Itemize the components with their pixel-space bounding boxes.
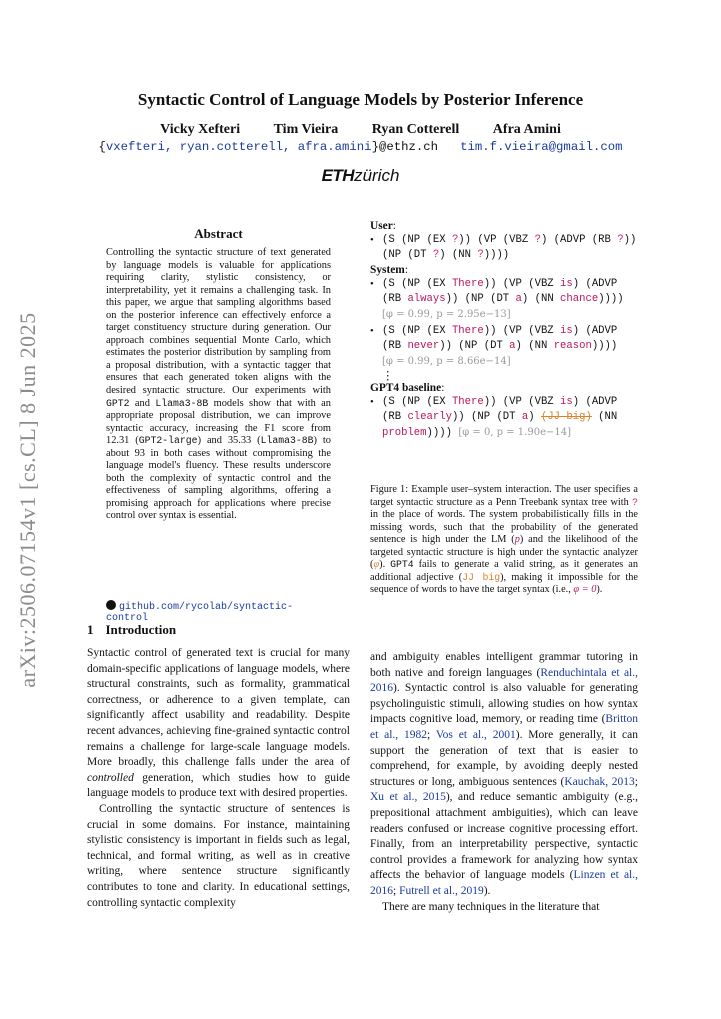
- section-title: Introduction: [105, 622, 177, 637]
- abstract-text: and: [129, 397, 156, 409]
- text: Syntactic control of generated text is crucial for many domain-specific applications of language models, where structural constraints, such as formality, grammatical correctness, or adherence to a given template, can significantly affect usability and readability. Despite recent advances, achieving fine-grained syntactic control remains a challenge for large-scale language models. More broadly, this challenge falls under the area of: [87, 647, 350, 769]
- text: ). More generally, it can support the generation of text that is easier to comprehend, for example, by avoiding deeply nested structures or long, ambiguous sentences (: [370, 728, 638, 788]
- model-name: GPT4: [390, 559, 414, 571]
- extra-adjective: (JJ big): [540, 411, 592, 423]
- emphasis: controlled: [87, 771, 134, 784]
- tree: (S (NP (EX: [382, 325, 452, 337]
- eth-logo: [0, 166, 721, 186]
- tree: (S (NP (EX: [382, 396, 452, 408]
- eth-logo-rest: zürich: [354, 166, 400, 185]
- eth-logo-bold: ETH: [321, 166, 355, 185]
- text: ;: [634, 775, 638, 788]
- text: and ambiguity enables intelligent grammar tutoring in both native and foreign languages (: [370, 651, 638, 679]
- paragraph: Controlling the syntactic structure of sentences is crucial in some domains. For instance, maintaining stylistic consistency is important in fields such as legal, technical, and formal writing, as well as in creative writing, where sentence structure significantly contributes to tone and clarity. In educational settings, controlling syntactic complexity: [87, 802, 350, 909]
- model-name: Llama3-8B: [260, 435, 314, 447]
- author-name: Ryan Cotterell: [371, 122, 460, 137]
- word: There: [451, 325, 484, 337]
- system-label: System: [370, 264, 405, 276]
- model-name: Llama3-8B: [155, 397, 209, 409]
- abstract-text: ) to about 93 in both cases without compromising the language model's fluency. These results underscore both the complexity of syntactic control and the effectiveness of sampling algorithms, offering a promising approach for applications where precise control over syntax is essential.: [106, 435, 332, 522]
- word: chance: [560, 293, 599, 305]
- tree: ) (NN: [515, 340, 554, 352]
- word: always: [407, 293, 446, 305]
- tree: )) (VP (VBZ: [483, 325, 561, 337]
- tree: )))): [426, 427, 459, 439]
- word: is: [560, 396, 573, 408]
- user-tree: [370, 233, 638, 263]
- tree: ) (ADVP (RB: [382, 278, 618, 305]
- ellipsis: ⋮: [382, 370, 394, 382]
- text: ).: [483, 884, 491, 897]
- score: [φ = 0.99, p = 8.66e−14]: [382, 356, 511, 367]
- word: There: [451, 278, 484, 290]
- email-link-group[interactable]: vxefteri, ryan.cotterell, afra.amini: [105, 140, 372, 154]
- email-brace: {: [98, 140, 106, 154]
- mask: ?: [432, 249, 440, 261]
- mask: ?: [451, 234, 459, 246]
- symbol: φ = 0: [573, 584, 597, 596]
- baseline-label: GPT4 baseline: [370, 382, 442, 394]
- paper-title: Syntactic Control of Language Models by Posterior Inference: [137, 90, 584, 109]
- user-label: User: [370, 220, 393, 232]
- tree: )) (NP (DT: [439, 340, 510, 352]
- tree: ) (NN: [521, 293, 561, 305]
- tree: ) (ADVP (RB: [382, 325, 618, 352]
- abstract-heading: Abstract: [194, 226, 243, 241]
- github-url[interactable]: github.com/rycolab/syntactic-control: [106, 602, 294, 624]
- word: a: [515, 293, 522, 305]
- word: a: [509, 340, 516, 352]
- text: ).: [596, 584, 603, 596]
- citation-link[interactable]: Vos et al., 2001: [435, 728, 516, 741]
- text: fails to generate a valid string, as it generates an additional adjective (: [370, 559, 639, 583]
- tree: )) (NP (DT: [445, 293, 516, 305]
- abstract-body: [106, 247, 331, 523]
- word: is: [560, 325, 573, 337]
- citation-link[interactable]: Linzen et al., 2016: [370, 869, 638, 897]
- tree: (S (NP (EX: [382, 234, 452, 246]
- email-domain: }@ethz.ch: [371, 140, 438, 154]
- word: never: [407, 340, 440, 352]
- github-link[interactable]: [106, 600, 331, 624]
- text: ), making it impossible for the sequence of words to have the target syntax (i.e.,: [370, 571, 638, 596]
- system-output-1: [370, 277, 638, 323]
- author-list: [0, 122, 721, 138]
- tree: )))): [591, 340, 618, 352]
- word: reason: [553, 340, 592, 352]
- tree: ) (ADVP (RB: [540, 234, 618, 246]
- word: is: [560, 278, 573, 290]
- email-link-vieira[interactable]: tim.f.vieira@gmail.com: [460, 140, 623, 154]
- author-name: Tim Vieira: [273, 122, 339, 137]
- github-icon: [106, 600, 116, 610]
- tree: )) (VP (VBZ: [483, 278, 561, 290]
- tree: (NN: [591, 411, 618, 423]
- mask: ?: [534, 234, 541, 246]
- system-output-2: [370, 324, 638, 370]
- figure-1: User: • (S (NP (EX ?)) (VP (VBZ ?) (ADVP (RB ?)) (NP (DT ?) (NN ?)))) System: • (S (NP (EX There)) (VP (VBZ is) (ADVP (RB always)) (NP (DT a) (NN chance)))) [φ = 0.99, p = 2.95e−13] • (S (NP (EX There)) (VP (VBZ is) (ADVP (RB never)) (NP (DT a) (NN reason)))) [φ = 0.99, p = 8.66e−14] ⋮ GPT4 baseline: • (S (NP (EX There)) (VP (VBZ is) (ADVP (RB clearly)) (NP (DT a) (JJ big) (NN problem)))) [φ = 0, p = 1.90e−14]: [370, 220, 638, 442]
- score: [φ = 0.99, p = 2.95e−13]: [382, 309, 511, 320]
- section-number: 1: [87, 622, 94, 637]
- text: Figure 1: Example user–system interaction. The user specifies a target syntactic structure as a Penn Treebank syntax tree with: [370, 484, 638, 508]
- mask: ?: [617, 234, 624, 246]
- word: a: [521, 411, 529, 423]
- tree: ) (ADVP (RB: [382, 396, 618, 423]
- tag: JJ big: [462, 571, 501, 583]
- citation-link[interactable]: Britton et al., 1982: [370, 713, 638, 741]
- model-name: GPT2: [106, 397, 130, 409]
- word: There: [451, 396, 484, 408]
- figure-caption: [370, 484, 638, 597]
- text: ), and reduce semantic ambiguity (e.g., prepositional attachment ambiguities), which can leave readers confused or increase cognitive processing effort. Finally, from an interpretability perspective, syntactic control provides a framework for analyzing how syntax affects the behavior of language models (: [370, 791, 638, 882]
- mask: ?: [477, 249, 484, 261]
- mask: ?: [632, 496, 638, 508]
- baseline-output: [370, 395, 638, 441]
- tree: (S (NP (EX: [382, 278, 452, 290]
- tree: )) (NP (DT: [451, 411, 522, 423]
- paragraph: There are many techniques in the literature that: [382, 900, 600, 913]
- arxiv-stamp: [6, 300, 50, 700]
- model-name: GPT2-large: [138, 435, 198, 447]
- author-name: Afra Amini: [492, 122, 561, 137]
- tree: )))): [598, 293, 624, 305]
- text: generation, which studies how to guide language models to produce text with desired properties.: [87, 771, 350, 800]
- text: ;: [427, 728, 436, 741]
- paragraph: [370, 650, 638, 900]
- author-emails: [0, 140, 721, 154]
- tree: ) (NN: [439, 249, 478, 261]
- text: ).: [379, 559, 391, 571]
- text: ). Syntactic control is also valuable for generating psycholinguistic stimuli, allowing studies on how syntax impacts cognitive load, memory, or reading time (: [370, 682, 638, 726]
- intro-right-column: [370, 650, 638, 915]
- intro-left-column: [87, 646, 350, 911]
- citation-link[interactable]: Renduchintala et al., 2016: [370, 666, 639, 695]
- word: clearly: [407, 411, 452, 423]
- citation-link[interactable]: Futrell et al., 2019: [399, 884, 484, 897]
- tree: )) (VP (VBZ: [458, 234, 535, 246]
- arxiv-stamp-text: arXiv:2506.07154v1 [cs.CL] 8 Jun 2025: [15, 312, 40, 688]
- author-name: Vicky Xefteri: [160, 122, 241, 137]
- tree: ): [528, 411, 541, 423]
- citation-link[interactable]: Xu et al., 2015: [370, 791, 446, 804]
- abstract-text: Controlling the syntactic structure of text generated by language models is valuable for applications requiring clarity, stylistic consistency, or interpretability, yet it remains a challenging task. In this paper, we argue that sampling algorithms based on the posterior inference can effectively enforce a target constituency structure during generation. Our approach combines sequential Monte Carlo, which estimates the posterior distribution by sampling from a proposal distribution, with a syntactic tagger that ensures that each generated token aligns with the desired syntactic structure. Our experiments with: [106, 247, 331, 397]
- tree: )) (VP (VBZ: [483, 396, 561, 408]
- paragraph: [87, 646, 350, 802]
- tree: )) (NP (DT: [382, 234, 637, 261]
- citation-link[interactable]: Kauchak, 2013: [564, 775, 635, 788]
- abstract-text: ) and 35.33 (: [197, 435, 261, 447]
- text: ) and the likelihood of the targeted syntactic structure is high under the syntactic analyzer (: [370, 534, 638, 571]
- score: [φ = 0, p = 1.90e−14]: [458, 427, 571, 438]
- section-heading: [87, 622, 188, 638]
- symbol: φ: [373, 559, 380, 571]
- abstract-text: models show that with an appropriate proposal distribution, we can improve syntactic accuracy, increasing the F1 score from 12.31 (: [106, 397, 331, 447]
- text: in the place of words. The system probabilistically fills in the missing words, such that the probability of the generated sentence is high under the LM (: [370, 509, 638, 546]
- symbol: p: [514, 534, 520, 546]
- tree: )))): [483, 249, 510, 261]
- word: problem: [382, 427, 427, 439]
- text: ;: [393, 884, 400, 897]
